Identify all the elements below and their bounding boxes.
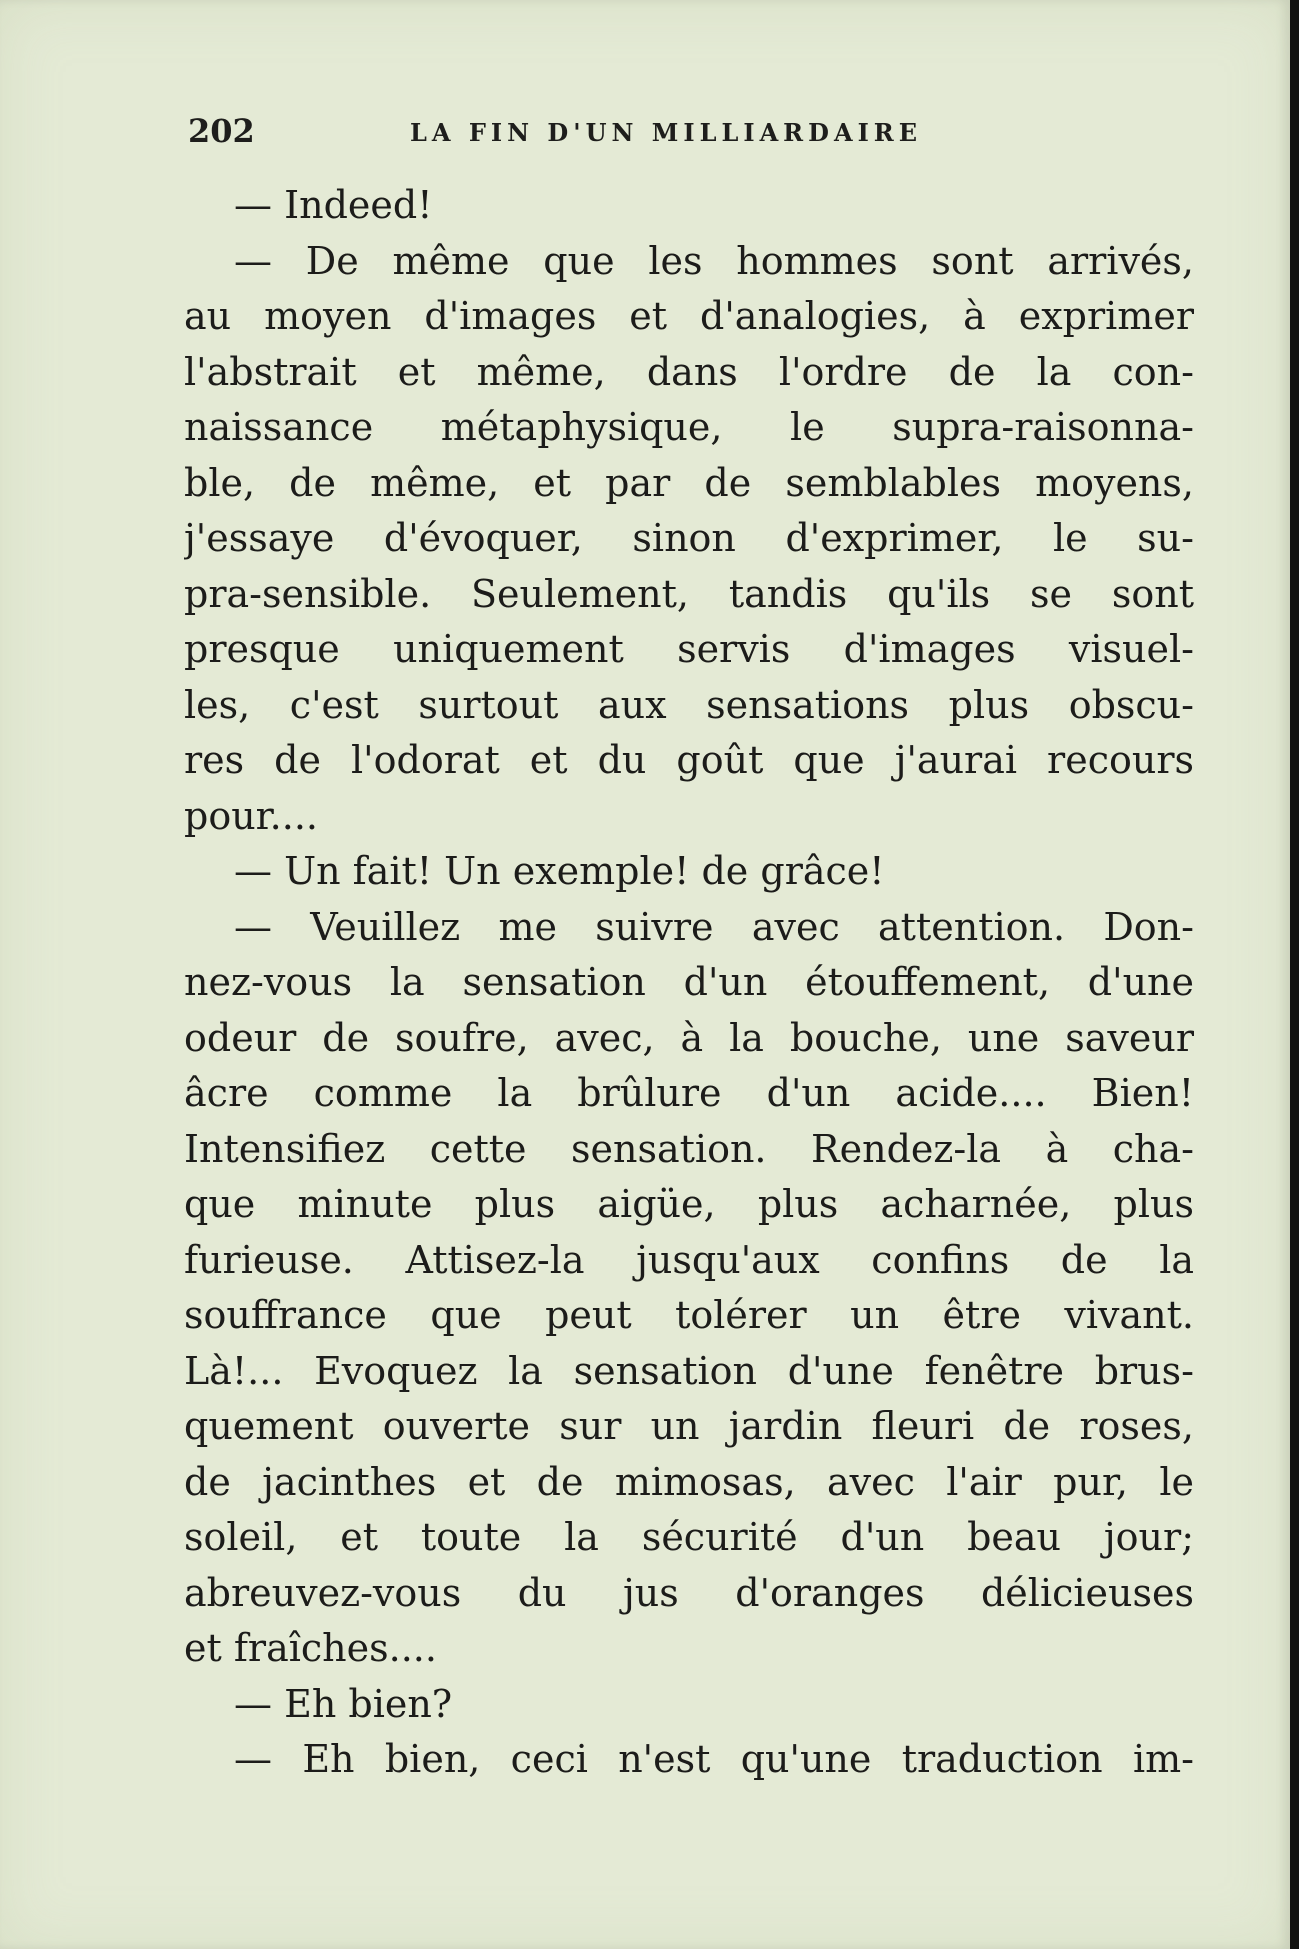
text-line: de jacinthes et de mimosas, avec l'air pur, le — [184, 1459, 1194, 1504]
text-line: que minute plus aigüe, plus acharnée, plus — [184, 1182, 1194, 1226]
text-line: abreuvez-vous du jus d'oranges délicieuses — [184, 1570, 1194, 1615]
text-line: et fraîches.... — [184, 1626, 437, 1670]
text-line: — Indeed! — [234, 183, 433, 227]
running-title: LA FIN D'UN MILLIARDAIRE — [410, 118, 923, 147]
page-number: 202 — [188, 112, 255, 150]
text-line: au moyen d'images et d'analogies, à exprimer — [184, 294, 1194, 338]
text-line: presque uniquement servis d'images visuel- — [184, 627, 1194, 671]
text-line: res de l'odorat et du goût que j'aurai recours — [184, 738, 1194, 782]
body-text — [184, 178, 1194, 1788]
text-line: quement ouverte sur un jardin fleuri de roses, — [184, 1404, 1194, 1448]
text-line: l'abstrait et même, dans l'ordre de la con- — [184, 349, 1194, 394]
text-line: — De même que les hommes sont arrivés, — [234, 238, 1194, 283]
text-line: les, c'est surtout aux sensations plus obscu- — [184, 682, 1194, 727]
text-line: — Veuillez me suivre avec attention. Don- — [234, 904, 1194, 949]
text-line: naissance métaphysique, le supra-raisonna- — [184, 405, 1194, 449]
text-line: Intensifiez cette sensation. Rendez-la à cha- — [184, 1126, 1194, 1171]
page-edge — [1290, 0, 1299, 1949]
text-line: odeur de soufre, avec, à la bouche, une saveur — [184, 1015, 1194, 1060]
text-line: pour.... — [184, 793, 318, 838]
text-line: nez-vous la sensation d'un étouffement, d'une — [184, 960, 1194, 1004]
text-line: j'essaye d'évoquer, sinon d'exprimer, le su- — [184, 516, 1194, 560]
text-line: — Un fait! Un exemple! de grâce! — [234, 849, 885, 893]
text-line: âcre comme la brûlure d'un acide.... Bien! — [184, 1071, 1194, 1115]
text-line: furieuse. Attisez-la jusqu'aux confins de la — [184, 1237, 1194, 1282]
text-line: soleil, et toute la sécurité d'un beau jour; — [184, 1515, 1194, 1559]
text-line: souffrance que peut tolérer un être vivant. — [184, 1293, 1194, 1337]
page-header — [188, 112, 968, 152]
text-line: — Eh bien, ceci n'est qu'une traduction im- — [234, 1737, 1194, 1781]
text-line: ble, de même, et par de semblables moyens, — [184, 460, 1194, 505]
text-line: pra-sensible. Seulement, tandis qu'ils se sont — [184, 571, 1194, 616]
text-line: Là!... Evoquez la sensation d'une fenêtre brus- — [184, 1348, 1194, 1393]
text-line: — Eh bien? — [234, 1681, 453, 1726]
